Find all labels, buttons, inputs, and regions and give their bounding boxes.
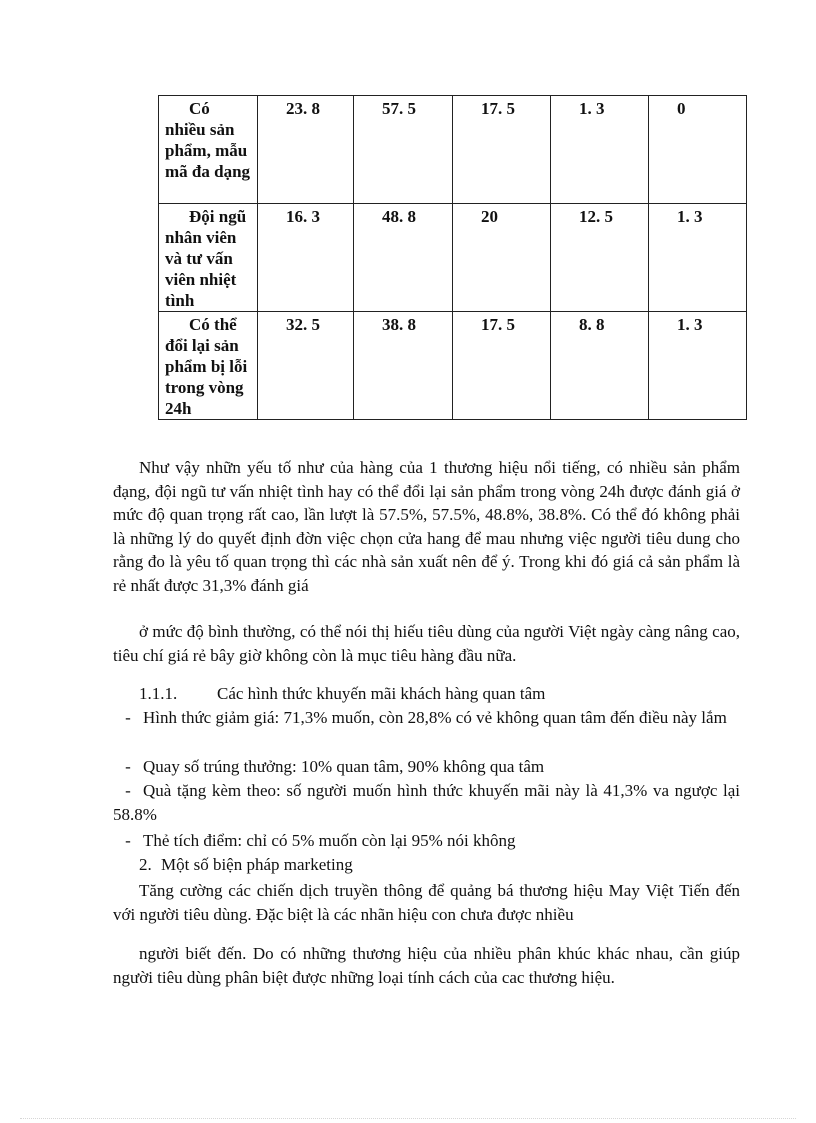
section-number: 1.1.1.	[139, 684, 178, 703]
paragraph-brands: người biết đến. Do có những thương hiệu của nhiều phân khúc khác nhau, cần giúp người tiêu dùng phân biệt được những loại tính cách của cac thương hiệu.	[113, 944, 740, 987]
table-cell: 57. 5	[354, 96, 453, 204]
table-cell: 1. 3	[649, 312, 747, 420]
bullet-dash: -	[125, 708, 131, 727]
list-item: - Quà tặng kèm theo: số người muốn hình thức khuyến mãi này là 41,3% va ngược lại 58.8%	[113, 781, 740, 824]
table-cell: 12. 5	[551, 204, 649, 312]
table-cell-criterion: Có thể đổi lại sản phẩm bị lỗi trong vòng 24h	[159, 312, 258, 420]
section-heading	[139, 853, 766, 877]
table-row	[159, 96, 747, 204]
paragraph-conclusion: Như vậy nhữn yếu tố như của hàng của 1 thương hiệu nổi tiếng, có nhiều sản phẩm đạng, đội ngũ tư vấn nhiệt tình hay có thể đổi lại sản phẩm trong vòng 24h được đánh giá ở mức độ quan trọng rất cao, lần lượt là 57.5%, 57.5%, 48.8%, 38.8%. Có thể đó không phải là những lý do quyết định đờn việc chọn cửa hang để mau nhưng việc người tiêu dung cho rằng đo là yêu tố quan trọng thì các nhà sản xuất nên để ý. Trong khi đó giá cả sản phẩm là rẻ nhất được 31,3% đánh giá	[113, 458, 740, 595]
table-cell: 38. 8	[354, 312, 453, 420]
bullet-dash: -	[125, 831, 131, 850]
list-item: - Quay số trúng thưởng: 10% quan tâm, 90% không qua tâm	[113, 755, 740, 779]
table-cell: 20	[453, 204, 551, 312]
bullet-dash: -	[125, 781, 131, 800]
table-cell: 23. 8	[258, 96, 354, 204]
table-cell-criterion: Đội ngũ nhân viên và tư vấn viên nhiệt tình	[159, 204, 258, 312]
page-bottom-border	[20, 1118, 796, 1119]
bullet-dash: -	[125, 757, 131, 776]
section-heading	[139, 682, 766, 706]
table-cell: 0	[649, 96, 747, 204]
paragraph-price: ở mức độ bình thường, có thể nói thị hiếu tiêu dùng của người Việt ngày càng nâng cao, tiêu chí giá rẻ bây giờ không còn là mục tiêu hàng đầu nữa.	[113, 622, 740, 665]
section-title: Một số biện pháp marketing	[161, 855, 353, 874]
table-cell: 32. 5	[258, 312, 354, 420]
paragraph-campaign: Tăng cường các chiến dịch truyền thông để quảng bá thương hiệu May Việt Tiến đến với người tiêu dùng. Đặc biệt là các nhãn hiệu con chưa được nhiều	[113, 881, 740, 924]
table-cell: 16. 3	[258, 204, 354, 312]
table-cell-criterion: Có nhiều sản phẩm, mẫu mã đa dạng	[159, 96, 258, 204]
table-cell: 8. 8	[551, 312, 649, 420]
section-title: Các hình thức khuyến mãi khách hàng quan tâm	[217, 684, 546, 703]
list-item: - Hình thức giảm giá: 71,3% muốn, còn 28,8% có vẻ không quan tâm đến điều này lắm	[113, 706, 740, 730]
table-row	[159, 204, 747, 312]
survey-table	[158, 95, 747, 420]
list-item: - Thẻ tích điểm: chỉ có 5% muốn còn lại 95% nói không	[113, 829, 740, 853]
table-cell: 48. 8	[354, 204, 453, 312]
section-number: 2.	[139, 855, 152, 874]
table-cell: 1. 3	[551, 96, 649, 204]
table-cell: 17. 5	[453, 312, 551, 420]
table-cell: 1. 3	[649, 204, 747, 312]
table-row	[159, 312, 747, 420]
table-cell: 17. 5	[453, 96, 551, 204]
